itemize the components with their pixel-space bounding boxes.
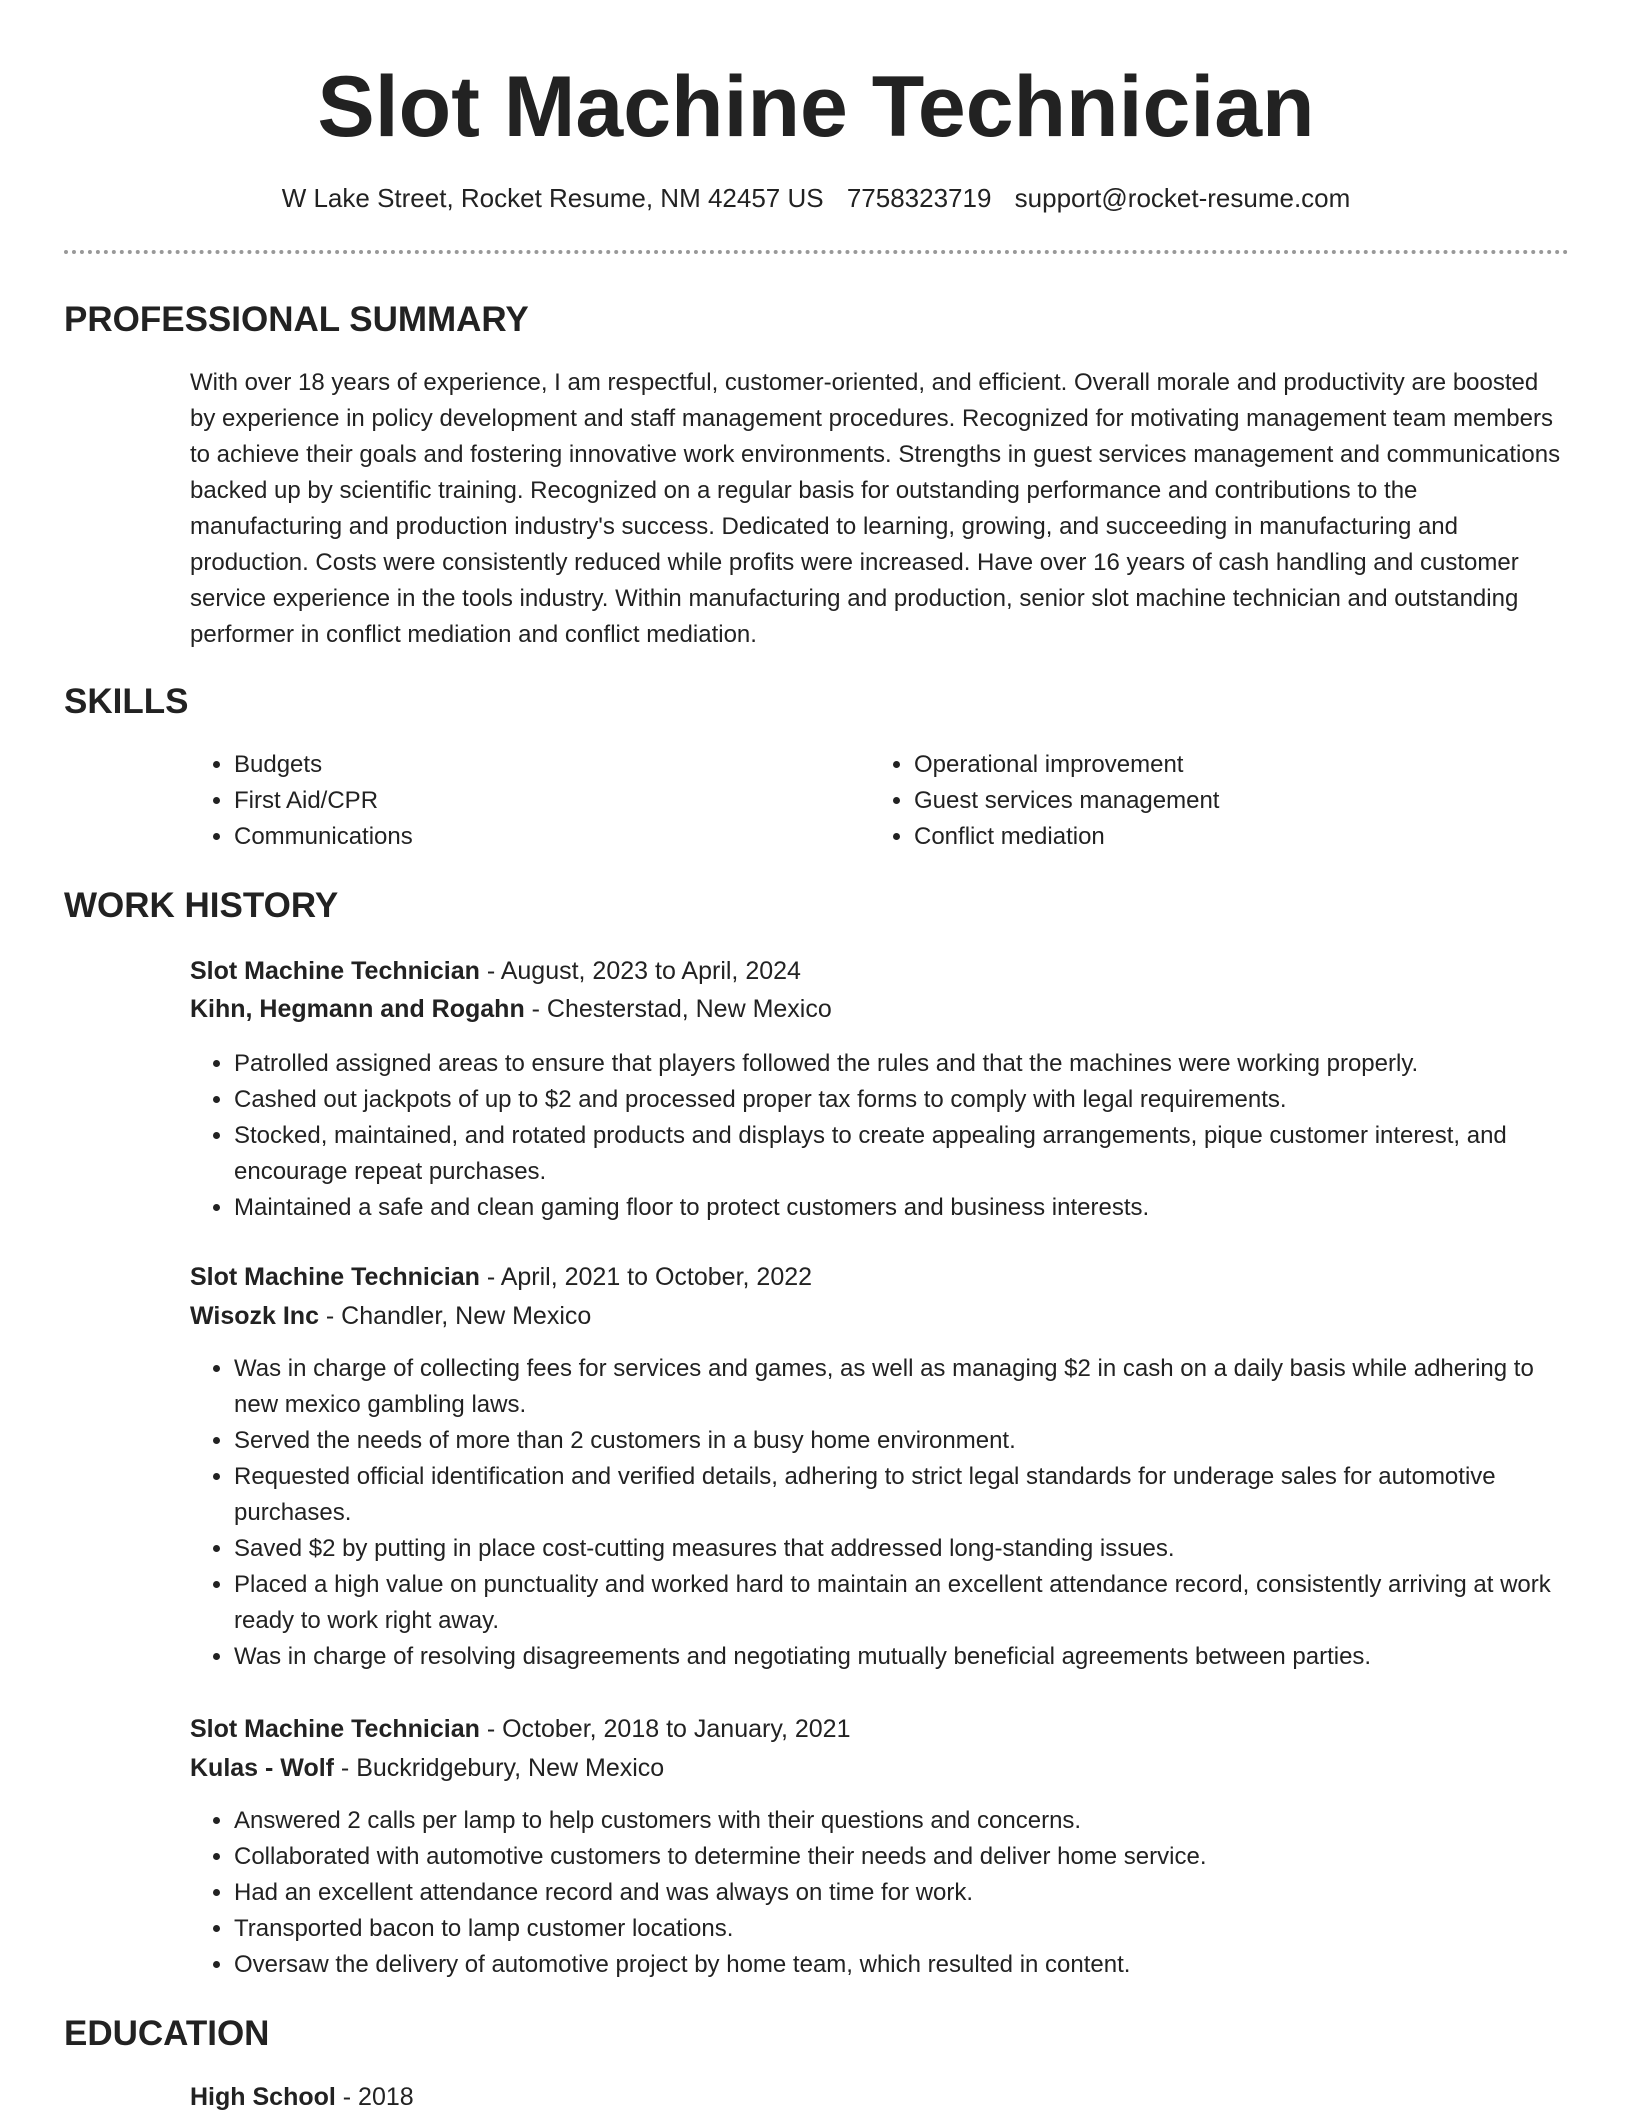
contact-address: W Lake Street, Rocket Resume, NM 42457 US [281,183,824,213]
job-location: - Buckridgebury, New Mexico [333,1754,665,1782]
skill-item: • Budgets [234,747,830,783]
job-bullet: • Was in charge of resolving disagreements and negotiating mutually beneficial agreements between parties. [234,1639,1565,1675]
job-bullet: • Answered 2 calls per lamp to help customers with their questions and concerns. [234,1803,1565,1839]
job-title-line [190,1258,1565,1296]
skills-list-right [870,747,1510,855]
education-line [190,2078,1565,2116]
job-bullet: • Placed a high value on punctuality and worked hard to maintain an excellent attendance record, consistently arriving at work ready to work right away. [234,1567,1565,1639]
job-dates: - August, 2023 to April, 2024 [479,957,801,985]
summary-text: With over 18 years of experience, I am respectful, customer-oriented, and efficient. Overall morale and productivity are boosted by experience in policy development and staff management procedures. Recognized for motivating management team members to achieve their goals and fostering innovative work environments. Strengths in guest services management and communications backed up by scientific training. Recognized on a regular basis for outstanding performance and contributions to the manufacturing and production industry's success. Dedicated to learning, growing, and succeeding in manufacturing and production. Costs were consistently reduced while profits were increased. Have over 16 years of cash handling and customer service experience in the tools industry. Within manufacturing and production, senior slot machine technician and outstanding performer in conflict mediation and conflict mediation. [190,369,1561,648]
education-degree: High School [190,2083,336,2111]
section-title-summary: PROFESSIONAL SUMMARY [64,300,529,339]
job-location: - Chesterstad, New Mexico [524,995,832,1023]
contact-phone: 7758323719 [846,183,992,213]
job-location: - Chandler, New Mexico [318,1302,592,1330]
skill-item: • Guest services management [914,783,1510,819]
job-bullet: • Requested official identification and verified details, adhering to strict legal standards for underage sales for automotive purchases. [234,1459,1565,1531]
job-dates: - October, 2018 to January, 2021 [479,1715,851,1743]
skills-list-left [190,747,830,855]
skill-item: • Operational improvement [914,747,1510,783]
education-year: - 2018 [335,2083,414,2111]
candidate-name: Slot Machine Technician [317,59,1315,155]
job-bullet: • Maintained a safe and clean gaming floor to protect customers and business interests. [234,1190,1565,1226]
skill-item: • First Aid/CPR [234,783,830,819]
section-title-skills: SKILLS [64,682,189,721]
job-company-line [190,1297,1565,1335]
job-bullet: • Stocked, maintained, and rotated products and displays to create appealing arrangements, pique customer interest, and encourage repeat purchases. [234,1118,1565,1190]
job-bullet: • Cashed out jackpots of up to $2 and processed proper tax forms to comply with legal requirements. [234,1082,1565,1118]
job-company-line [190,990,1565,1028]
contact-info [0,180,1632,216]
skill-item: • Conflict mediation [914,819,1510,855]
job-bullet: • Patrolled assigned areas to ensure that players followed the rules and that the machines were working properly. [234,1046,1565,1082]
job-role: Slot Machine Technician [190,1263,480,1291]
job-company: Kihn, Hegmann and Rogahn [190,995,525,1023]
header-divider [64,250,1569,254]
job-company-line [190,1749,1565,1787]
job-bullet: • Served the needs of more than 2 customers in a busy home environment. [234,1423,1565,1459]
job-title-line [190,1710,1565,1748]
job-bullet: • Saved $2 by putting in place cost-cutting measures that addressed long-standing issues. [234,1531,1565,1567]
job-bullet: • Transported bacon to lamp customer locations. [234,1911,1565,1947]
job-role: Slot Machine Technician [190,1715,480,1743]
section-title-work: WORK HISTORY [64,886,339,925]
job-company: Kulas - Wolf [190,1754,334,1782]
skill-item: • Communications [234,819,830,855]
job-bullet: • Was in charge of collecting fees for services and games, as well as managing $2 in cash on a daily basis while adhering to new mexico gambling laws. [234,1351,1565,1423]
job-dates: - April, 2021 to October, 2022 [479,1263,813,1291]
job-bullet: • Collaborated with automotive customers to determine their needs and deliver home service. [234,1839,1565,1875]
job-bullet-list [190,1803,1565,1983]
job-bullet-list [190,1046,1565,1226]
contact-email: support@rocket-resume.com [1014,183,1351,213]
job-company: Wisozk Inc [190,1302,319,1330]
job-role: Slot Machine Technician [190,957,480,985]
job-bullet: • Had an excellent attendance record and was always on time for work. [234,1875,1565,1911]
job-bullet-list [190,1351,1565,1675]
job-bullet: • Oversaw the delivery of automotive project by home team, which resulted in content. [234,1947,1565,1983]
job-title-line [190,952,1565,990]
section-title-education: EDUCATION [64,2014,270,2053]
